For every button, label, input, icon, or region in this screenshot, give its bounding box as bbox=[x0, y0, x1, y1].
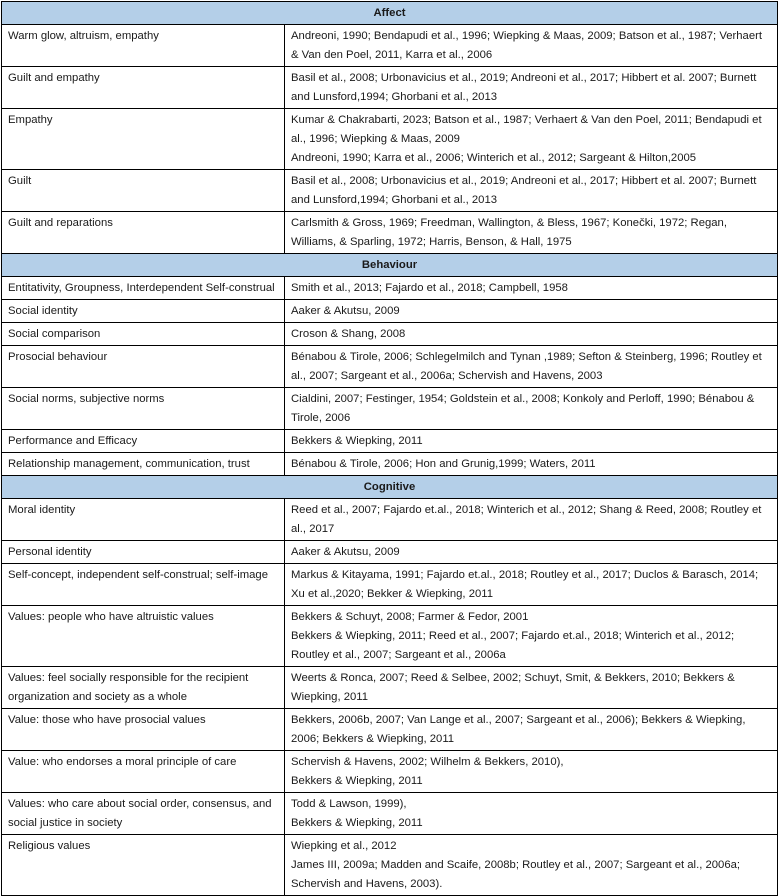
factor-cell: Social identity bbox=[2, 300, 285, 323]
factor-cell: Social norms, subjective norms bbox=[2, 388, 285, 430]
factor-cell: Values: feel socially responsible for the recipient organization and society as a whole bbox=[2, 667, 285, 709]
table-row bbox=[2, 277, 778, 300]
references-cell bbox=[285, 751, 778, 793]
factor-cell: Prosocial behaviour bbox=[2, 346, 285, 388]
reference-line: Bekkers & Schuyt, 2008; Farmer & Fedor, 2001 bbox=[291, 611, 529, 623]
references-cell bbox=[285, 453, 778, 476]
factor-cell: Personal identity bbox=[2, 541, 285, 564]
factor-cell: Empathy bbox=[2, 109, 285, 170]
table-row bbox=[2, 300, 778, 323]
references-cell bbox=[285, 25, 778, 67]
reference-line: Schervish & Havens, 2002; Wilhelm & Bekkers, 2010), bbox=[291, 756, 564, 768]
factor-cell: Guilt and empathy bbox=[2, 67, 285, 109]
table-row bbox=[2, 323, 778, 346]
reference-line: Bekkers, 2006b, 2007; Van Lange et al., 2007; Sargeant et al., 2006); Bekkers & Wiepking, 2006; Bekkers & Wiepking, 2011 bbox=[291, 714, 746, 745]
factor-cell: Guilt and reparations bbox=[2, 212, 285, 254]
references-cell bbox=[285, 564, 778, 606]
references-cell bbox=[285, 300, 778, 323]
references-cell bbox=[285, 667, 778, 709]
table-row bbox=[2, 793, 778, 835]
reference-line: Reed et al., 2007; Fajardo et.al., 2018; Winterich et al., 2012; Shang & Reed, 2008; Routley et al., 2017 bbox=[291, 504, 762, 535]
factor-cell: Guilt bbox=[2, 170, 285, 212]
table-row bbox=[2, 667, 778, 709]
table-row bbox=[2, 606, 778, 667]
reference-line: Aaker & Akutsu, 2009 bbox=[291, 305, 400, 317]
reference-line: Kumar & Chakrabarti, 2023; Batson et al., 1987; Verhaert & Van den Poel, 2011; Bendapudi et al., 1996; Wiepking & Maas, 2009 bbox=[291, 114, 762, 145]
section-header-row bbox=[2, 254, 778, 277]
reference-line: Smith et al., 2013; Fajardo et al., 2018; Campbell, 1958 bbox=[291, 282, 568, 294]
reference-line: Bekkers & Wiepking, 2011 bbox=[291, 775, 423, 787]
factor-cell: Performance and Efficacy bbox=[2, 430, 285, 453]
references-cell bbox=[285, 709, 778, 751]
section-header-row bbox=[2, 2, 778, 25]
factor-cell: Warm glow, altruism, empathy bbox=[2, 25, 285, 67]
reference-line: Bekkers & Wiepking, 2011 bbox=[291, 817, 423, 829]
references-cell bbox=[285, 170, 778, 212]
factor-cell: Self-concept, independent self-construal; self-image bbox=[2, 564, 285, 606]
table-row bbox=[2, 388, 778, 430]
table-row bbox=[2, 212, 778, 254]
reference-line: Basil et al., 2008; Urbonavicius et al., 2019; Andreoni et al., 2017; Hibbert et al. 2007; Burnett and Lunsford,1994; Ghorbani et al., 2013 bbox=[291, 175, 757, 206]
reference-line: Aaker & Akutsu, 2009 bbox=[291, 546, 400, 558]
factors-table bbox=[1, 1, 778, 896]
references-cell bbox=[285, 793, 778, 835]
references-cell bbox=[285, 67, 778, 109]
reference-line: Carlsmith & Gross, 1969; Freedman, Wallington, & Bless, 1967; Konečki, 1972; Regan, Williams, & Sparling, 1972; Harris, Benson, & Hall, 1975 bbox=[291, 217, 727, 248]
references-cell bbox=[285, 499, 778, 541]
reference-line: Bekkers & Wiepking, 2011 bbox=[291, 435, 423, 447]
reference-line: Croson & Shang, 2008 bbox=[291, 328, 406, 340]
factor-cell: Value: who endorses a moral principle of care bbox=[2, 751, 285, 793]
table-row bbox=[2, 751, 778, 793]
references-cell bbox=[285, 323, 778, 346]
section-title-affect: Affect bbox=[2, 2, 778, 25]
table-row bbox=[2, 109, 778, 170]
section-header-row bbox=[2, 476, 778, 499]
factor-cell: Values: who care about social order, consensus, and social justice in society bbox=[2, 793, 285, 835]
factor-cell: Social comparison bbox=[2, 323, 285, 346]
references-cell bbox=[285, 109, 778, 170]
factor-cell: Moral identity bbox=[2, 499, 285, 541]
reference-line: Bekkers & Wiepking, 2011; Reed et al., 2007; Fajardo et.al., 2018; Winterich et al., 2012; Routley et al., 2007; Sargeant et al., 2006a bbox=[291, 630, 735, 661]
reference-line: Todd & Lawson, 1999), bbox=[291, 798, 407, 810]
reference-line: Cialdini, 2007; Festinger, 1954; Goldstein et al., 2008; Konkoly and Perloff, 1990; Bénabou & Tirole, 2006 bbox=[291, 393, 755, 424]
references-cell bbox=[285, 346, 778, 388]
table-row bbox=[2, 709, 778, 751]
references-cell bbox=[285, 606, 778, 667]
references-cell bbox=[285, 277, 778, 300]
factor-cell: Relationship management, communication, trust bbox=[2, 453, 285, 476]
references-cell bbox=[285, 541, 778, 564]
reference-line: Basil et al., 2008; Urbonavicius et al., 2019; Andreoni et al., 2017; Hibbert et al. 2007; Burnett and Lunsford,1994; Ghorbani et al., 2013 bbox=[291, 72, 757, 103]
section-title-behaviour: Behaviour bbox=[2, 254, 778, 277]
references-cell bbox=[285, 388, 778, 430]
references-cell bbox=[285, 430, 778, 453]
references-cell bbox=[285, 212, 778, 254]
reference-line: Markus & Kitayama, 1991; Fajardo et.al., 2018; Routley et al., 2017; Duclos & Barasch, 2014; Xu et al.,2020; Bekker & Wiepking, 2011 bbox=[291, 569, 759, 600]
table-row bbox=[2, 835, 778, 896]
factor-cell: Values: people who have altruistic values bbox=[2, 606, 285, 667]
table-row bbox=[2, 453, 778, 476]
table-row bbox=[2, 346, 778, 388]
table-row bbox=[2, 564, 778, 606]
factor-cell: Entitativity, Groupness, Interdependent Self-construal bbox=[2, 277, 285, 300]
table-row bbox=[2, 541, 778, 564]
reference-line: Wiepking et al., 2012 bbox=[291, 840, 397, 852]
table-row bbox=[2, 499, 778, 541]
reference-line: Bénabou & Tirole, 2006; Hon and Grunig,1999; Waters, 2011 bbox=[291, 458, 596, 470]
factor-cell: Religious values bbox=[2, 835, 285, 896]
reference-line: Andreoni, 1990; Karra et al., 2006; Winterich et al., 2012; Sargeant & Hilton,2005 bbox=[291, 152, 697, 164]
reference-line: Andreoni, 1990; Bendapudi et al., 1996; Wiepking & Maas, 2009; Batson et al., 1987; Verhaert & Van den Poel, 2011, Karra et al., 2006 bbox=[291, 30, 763, 61]
table-row bbox=[2, 67, 778, 109]
factor-cell: Value: those who have prosocial values bbox=[2, 709, 285, 751]
table-row bbox=[2, 25, 778, 67]
table-row bbox=[2, 430, 778, 453]
references-cell bbox=[285, 835, 778, 896]
table-row bbox=[2, 170, 778, 212]
reference-line: James III, 2009a; Madden and Scaife, 2008b; Routley et al., 2007; Sargeant et al., 2006a; Schervish and Havens, 2003). bbox=[291, 859, 741, 890]
table-body bbox=[2, 2, 778, 896]
reference-line: Bénabou & Tirole, 2006; Schlegelmilch and Tynan ,1989; Sefton & Steinberg, 1996; Routley et al., 2007; Sargeant et al., 2006a; Schervish and Havens, 2003 bbox=[291, 351, 762, 382]
section-title-cognitive: Cognitive bbox=[2, 476, 778, 499]
reference-line: Weerts & Ronca, 2007; Reed & Selbee, 2002; Schuyt, Smit, & Bekkers, 2010; Bekkers & Wiepking, 2011 bbox=[291, 672, 735, 703]
